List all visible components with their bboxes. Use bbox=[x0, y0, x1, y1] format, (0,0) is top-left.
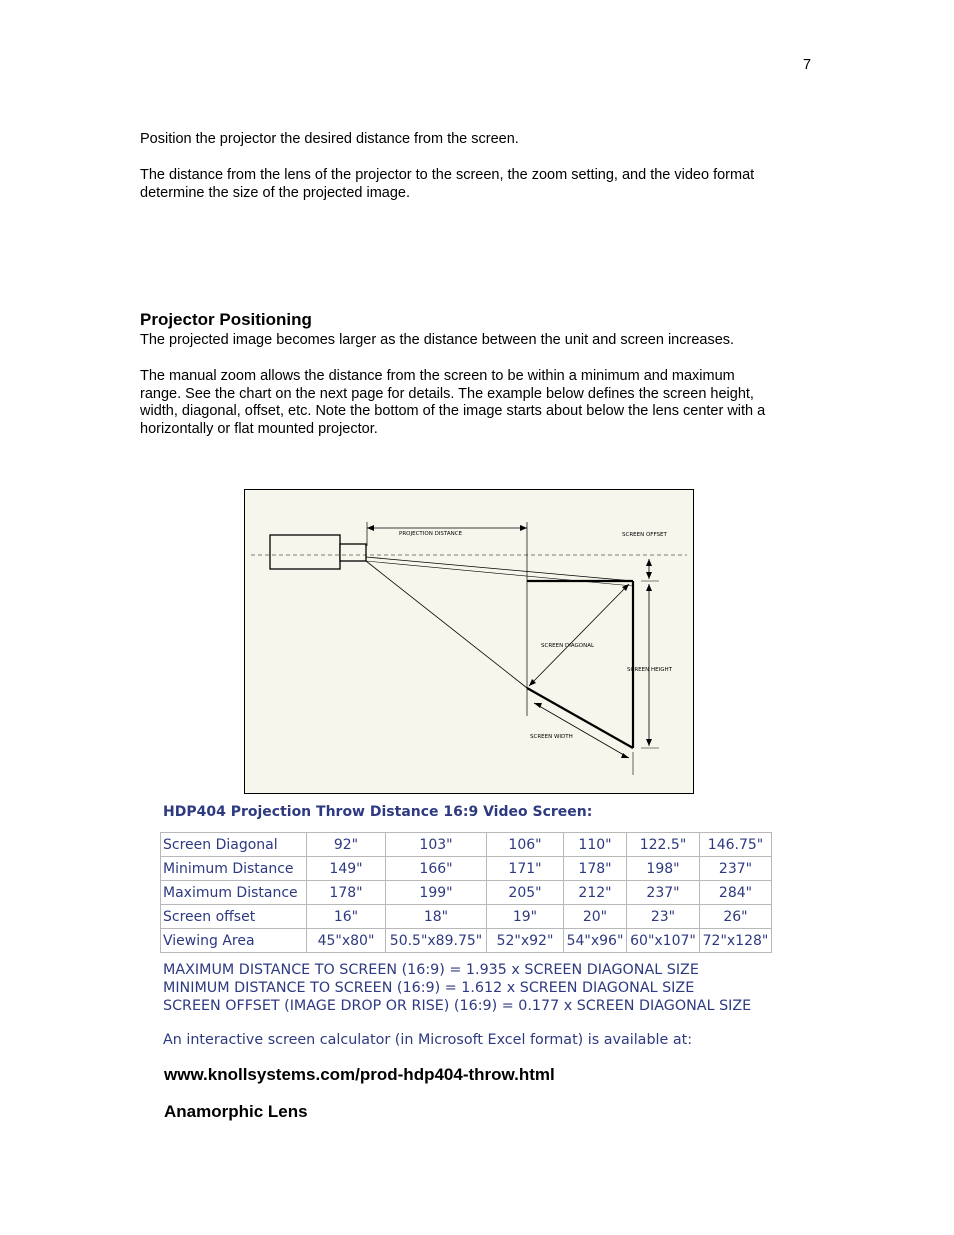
label-projection-distance: PROJECTION DISTANCE bbox=[399, 531, 463, 537]
table-cell: 122.5" bbox=[627, 833, 700, 857]
table-cell: 19" bbox=[487, 905, 564, 929]
row-label: Screen Diagonal bbox=[161, 833, 307, 857]
table-cell: 199" bbox=[386, 881, 487, 905]
table-cell: 205" bbox=[487, 881, 564, 905]
throw-distance-table bbox=[160, 832, 772, 953]
projector-lens bbox=[340, 544, 366, 561]
arrowhead bbox=[646, 739, 652, 746]
positioning-paragraph-2-line-3: width, diagonal, offset, etc. Note the bottom of the image starts about below the lens center with a bbox=[140, 403, 766, 419]
table-cell: 237" bbox=[700, 857, 772, 881]
table-cell: 198" bbox=[627, 857, 700, 881]
table-cell: 171" bbox=[487, 857, 564, 881]
intro-paragraph-2-line-1: The distance from the lens of the projector to the screen, the zoom setting, and the video format bbox=[140, 167, 755, 183]
section-heading-anamorphic: Anamorphic Lens bbox=[164, 1102, 308, 1121]
table-title: HDP404 Projection Throw Distance 16:9 Video Screen: bbox=[163, 804, 593, 820]
table-cell: 110" bbox=[564, 833, 627, 857]
positioning-paragraph-1: The projected image becomes larger as the distance between the unit and screen increases. bbox=[140, 332, 735, 348]
label-screen-offset: SCREEN OFFSET bbox=[622, 532, 667, 538]
projector-body bbox=[270, 535, 340, 569]
screen-width-arrow bbox=[534, 703, 629, 758]
table-cell: 237" bbox=[627, 881, 700, 905]
label-screen-diagonal: SCREEN DIAGONAL bbox=[541, 643, 595, 649]
row-label: Viewing Area bbox=[161, 929, 307, 953]
table-row bbox=[161, 905, 772, 929]
projection-ray bbox=[366, 561, 633, 586]
projection-diagram-svg bbox=[245, 490, 693, 793]
arrowhead bbox=[646, 572, 652, 579]
table-row bbox=[161, 833, 772, 857]
row-label: Minimum Distance bbox=[161, 857, 307, 881]
table-cell: 149" bbox=[307, 857, 386, 881]
table-row bbox=[161, 929, 772, 953]
positioning-paragraph-2-line-2: range. See the chart on the next page for details. The example below defines the screen height, bbox=[140, 386, 754, 402]
screen-diagonal-arrow bbox=[529, 584, 629, 686]
table-cell: 92" bbox=[307, 833, 386, 857]
label-screen-width: SCREEN WIDTH bbox=[530, 734, 573, 740]
table-cell: 60"x107" bbox=[627, 929, 700, 953]
table-row bbox=[161, 881, 772, 905]
arrowhead bbox=[520, 525, 527, 531]
formula-screen-offset: SCREEN OFFSET (IMAGE DROP OR RISE) (16:9) = 0.177 x SCREEN DIAGONAL SIZE bbox=[163, 998, 752, 1014]
table-cell: 26" bbox=[700, 905, 772, 929]
intro-paragraph-2-line-2: determine the size of the projected image. bbox=[140, 185, 411, 201]
table-cell: 178" bbox=[564, 857, 627, 881]
table-cell: 18" bbox=[386, 905, 487, 929]
page-number: 7 bbox=[803, 57, 812, 73]
positioning-paragraph-2-line-4: horizontally or flat mounted projector. bbox=[140, 421, 378, 437]
arrowhead bbox=[646, 559, 652, 566]
table-cell: 284" bbox=[700, 881, 772, 905]
arrowhead bbox=[646, 584, 652, 591]
table-row bbox=[161, 857, 772, 881]
label-screen-height: SCREEN HEIGHT bbox=[627, 667, 672, 673]
table-cell: 52"x92" bbox=[487, 929, 564, 953]
table-cell: 54"x96" bbox=[564, 929, 627, 953]
table-cell: 45"x80" bbox=[307, 929, 386, 953]
table-cell: 16" bbox=[307, 905, 386, 929]
calculator-url-link[interactable]: www.knollsystems.com/prod-hdp404-throw.html bbox=[164, 1065, 555, 1084]
projection-ray-top bbox=[366, 557, 633, 581]
formula-max-distance: MAXIMUM DISTANCE TO SCREEN (16:9) = 1.935 x SCREEN DIAGONAL SIZE bbox=[163, 962, 699, 978]
projection-diagram bbox=[244, 489, 694, 794]
arrowhead bbox=[367, 525, 374, 531]
row-label: Screen offset bbox=[161, 905, 307, 929]
table-cell: 166" bbox=[386, 857, 487, 881]
row-label: Maximum Distance bbox=[161, 881, 307, 905]
table-cell: 23" bbox=[627, 905, 700, 929]
positioning-paragraph-2-line-1: The manual zoom allows the distance from the screen to be within a minimum and maximum bbox=[140, 368, 735, 384]
table-cell: 20" bbox=[564, 905, 627, 929]
table-cell: 212" bbox=[564, 881, 627, 905]
formula-min-distance: MINIMUM DISTANCE TO SCREEN (16:9) = 1.612 x SCREEN DIAGONAL SIZE bbox=[163, 980, 695, 996]
table-cell: 103" bbox=[386, 833, 487, 857]
table-cell: 106" bbox=[487, 833, 564, 857]
calculator-note: An interactive screen calculator (in Microsoft Excel format) is available at: bbox=[163, 1032, 693, 1048]
table-cell: 146.75" bbox=[700, 833, 772, 857]
projection-ray-bottom bbox=[366, 561, 527, 688]
table-cell: 178" bbox=[307, 881, 386, 905]
table-cell: 72"x128" bbox=[700, 929, 772, 953]
table-cell: 50.5"x89.75" bbox=[386, 929, 487, 953]
intro-paragraph-1: Position the projector the desired distance from the screen. bbox=[140, 131, 519, 147]
section-heading-positioning: Projector Positioning bbox=[140, 310, 312, 329]
